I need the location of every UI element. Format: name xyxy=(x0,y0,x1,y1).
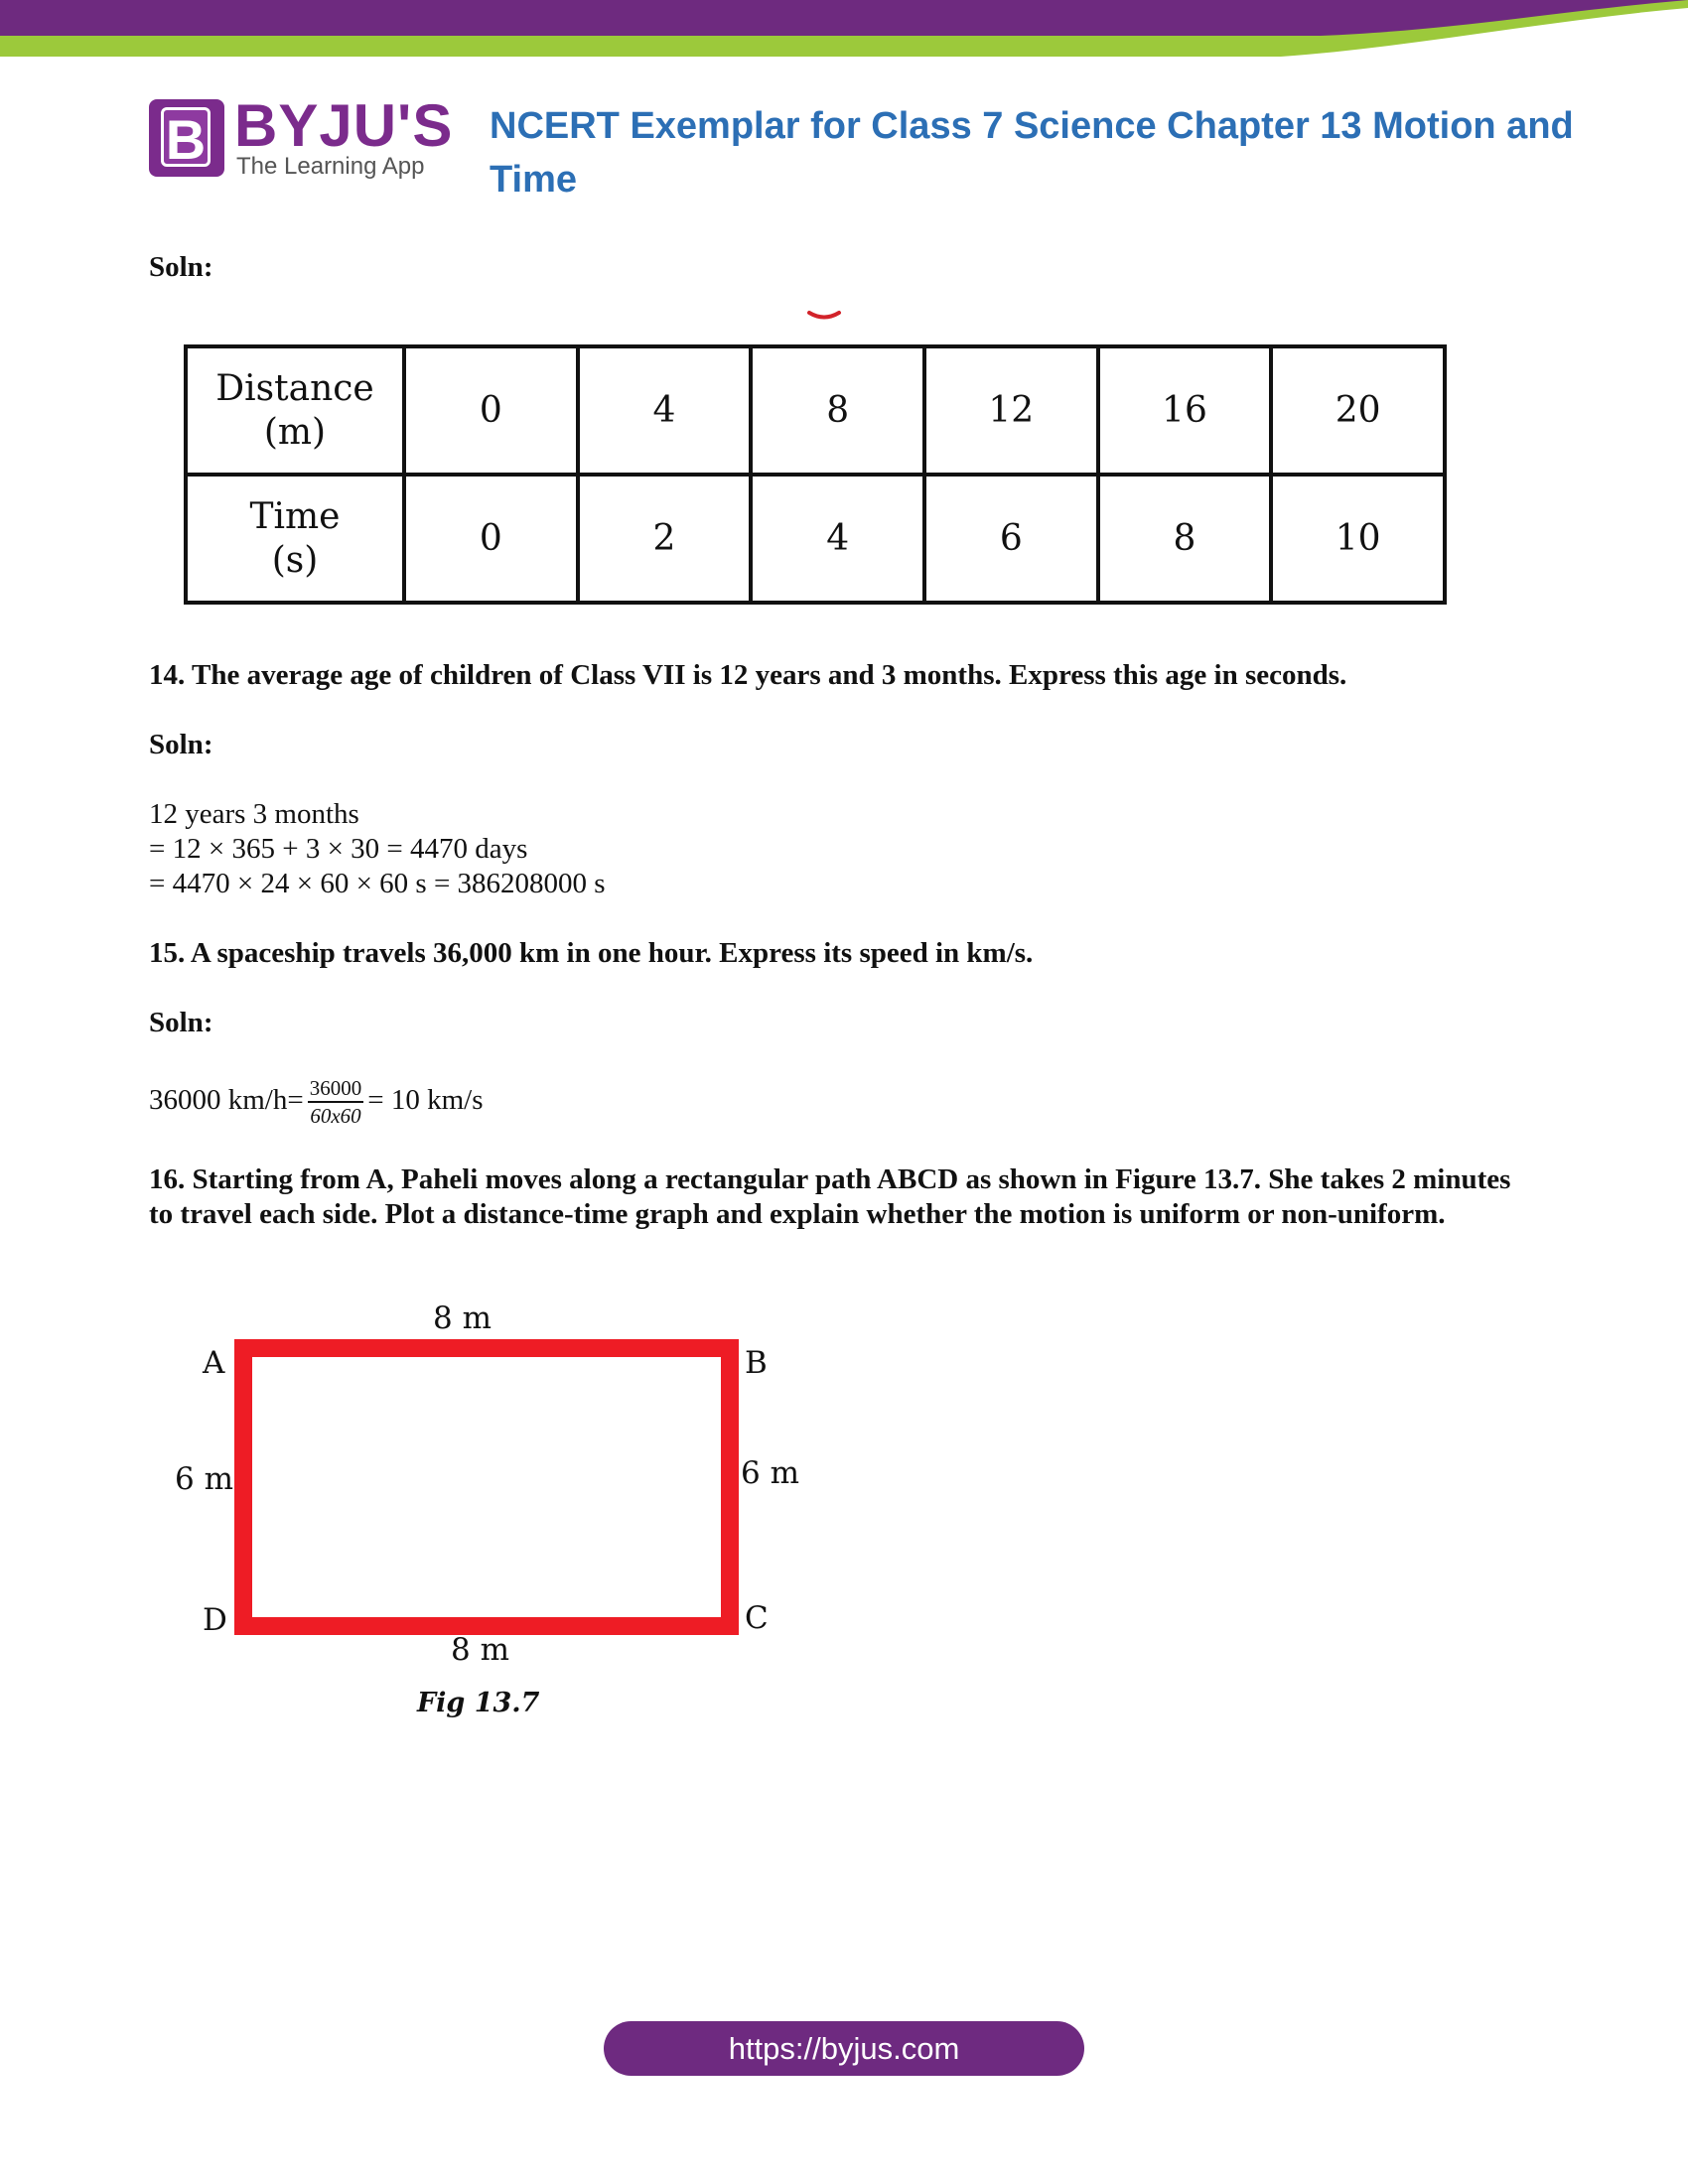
corner-label-a: A xyxy=(203,1345,225,1381)
q15-suffix: = 10 km/s xyxy=(367,1084,484,1116)
row-header-line: Time xyxy=(249,495,341,537)
figure-caption: Fig 13.7 xyxy=(417,1688,540,1718)
q15-soln-label: Soln: xyxy=(149,1007,213,1038)
q15-denominator: 60x60 xyxy=(310,1104,361,1129)
logo-mark xyxy=(149,99,224,177)
corner-label-b: B xyxy=(745,1345,768,1381)
figure-label-right: 6 m xyxy=(741,1455,799,1491)
rectangle-path-figure xyxy=(233,1338,742,1636)
q14-soln-label: Soln: xyxy=(149,729,213,760)
table-cell: 8 xyxy=(751,346,924,475)
table-cell: 4 xyxy=(751,475,924,603)
q14-line-1: 12 years 3 months xyxy=(149,798,359,830)
q14-line-2: = 12 × 365 + 3 × 30 = 4470 days xyxy=(149,833,528,865)
figure-label-top: 8 m xyxy=(433,1300,492,1336)
figure-label-bottom: 8 m xyxy=(451,1632,509,1668)
row-header-time xyxy=(186,475,404,603)
row-header-unit: (m) xyxy=(263,411,327,453)
q16-question: 16. Starting from A, Paheli moves along a rectangular path ABCD as shown in Figure 13.7. She takes 2 minutes to travel each side. Plot a distance-time graph and explain whether the motion is uniform or non-uniform. xyxy=(149,1163,1511,1230)
q14-line-3: = 4470 × 24 × 60 × 60 s = 386208000 s xyxy=(149,868,606,899)
row-header-unit: (s) xyxy=(271,539,319,581)
q14-question: 14. The average age of children of Class VII is 12 years and 3 months. Express this age in seconds. xyxy=(149,659,1347,691)
logo-tagline: The Learning App xyxy=(236,153,425,180)
q15-equation xyxy=(149,1072,484,1129)
table-cell: 12 xyxy=(924,346,1098,475)
figure-label-left: 6 m xyxy=(175,1461,233,1497)
table-cell: 16 xyxy=(1098,346,1272,475)
header-band xyxy=(0,0,1688,60)
table-cell: 8 xyxy=(1098,475,1272,603)
red-mark xyxy=(806,310,842,324)
footer-url-link[interactable]: https://byjus.com xyxy=(604,2021,1084,2076)
q15-prefix: 36000 km/h= xyxy=(149,1084,304,1116)
distance-time-table xyxy=(184,344,1447,605)
table-cell: 10 xyxy=(1271,475,1445,603)
page-title: NCERT Exemplar for Class 7 Science Chapter 13 Motion and Time xyxy=(490,105,1574,201)
table-cell: 20 xyxy=(1271,346,1445,475)
byjus-logo[interactable] xyxy=(149,92,454,187)
table-cell: 2 xyxy=(578,475,752,603)
q15-numerator: 36000 xyxy=(308,1075,364,1103)
table-cell: 4 xyxy=(578,346,752,475)
table-cell: 0 xyxy=(404,475,578,603)
corner-label-c: C xyxy=(745,1600,769,1636)
table-cell: 6 xyxy=(924,475,1098,603)
logo-brand-name: BYJU'S xyxy=(234,92,454,159)
table-cell: 0 xyxy=(404,346,578,475)
table-row-distance xyxy=(186,346,1445,475)
q15-question: 15. A spaceship travels 36,000 km in one hour. Express its speed in km/s. xyxy=(149,937,1034,969)
q15-fraction xyxy=(308,1075,364,1129)
table-row-time xyxy=(186,475,1445,603)
corner-label-d: D xyxy=(203,1602,227,1638)
q13-soln-label: Soln: xyxy=(149,251,213,283)
row-header-distance xyxy=(186,346,404,475)
row-header-line: Distance xyxy=(215,367,374,409)
logo-letter: B xyxy=(161,107,211,167)
